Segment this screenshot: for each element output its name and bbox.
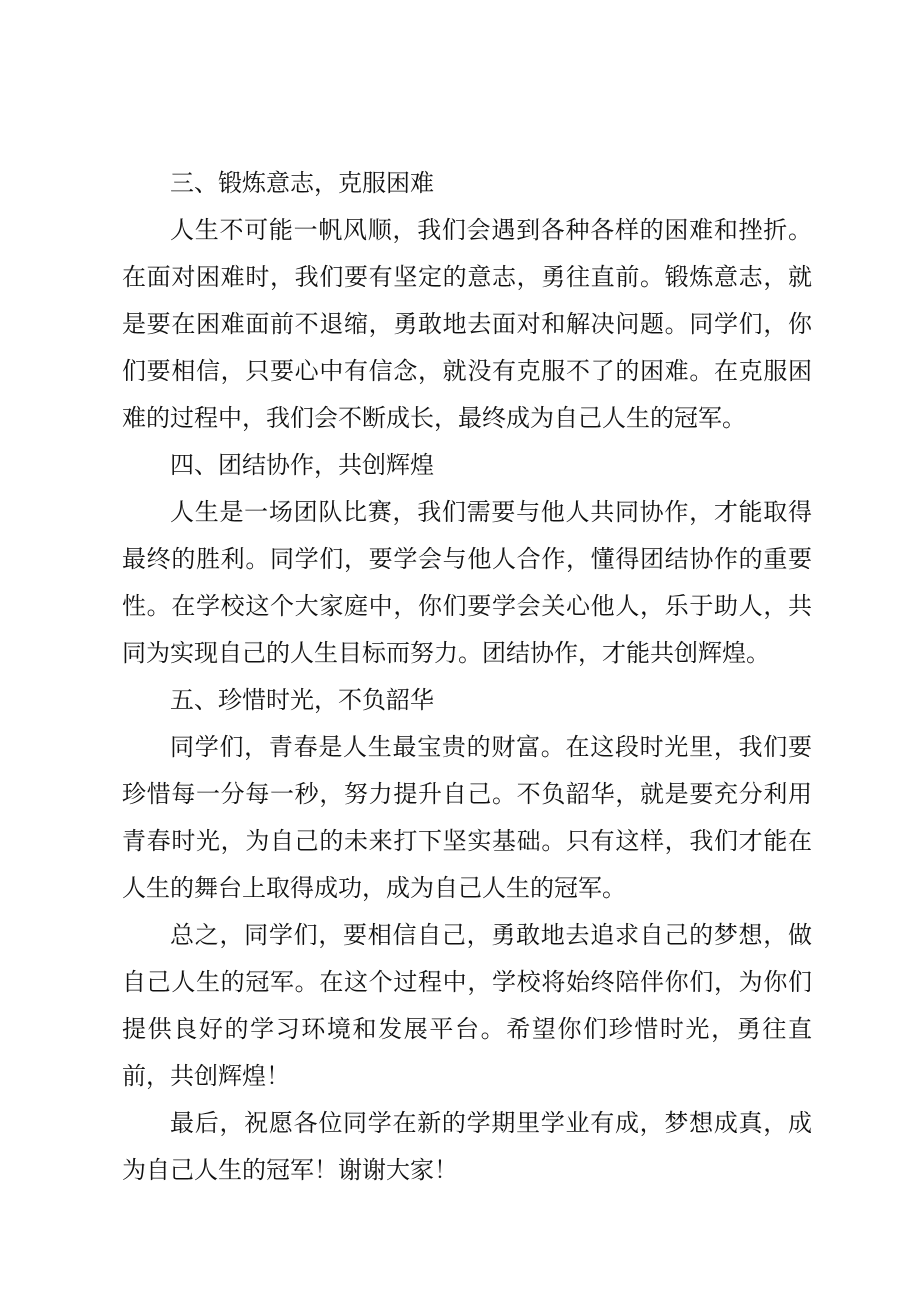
- closing-paragraph: 最后，祝愿各位同学在新的学期里学业有成，梦想成真，成为自己人生的冠军！谢谢大家！: [122, 1109, 812, 1184]
- section-heading-4: 四、团结协作，共创辉煌: [170, 451, 434, 479]
- section-paragraph-4: 人生是一场团队比赛，我们需要与他人共同协作，才能取得最终的胜利。同学们，要学会与他人合作，懂得团结协作的重要性。在学校这个大家庭中，你们要学会关心他人，乐于助人，共同为实现自己的人生目标而努力。团结协作，才能共创辉煌。: [122, 498, 812, 667]
- section-paragraph-5: 同学们，青春是人生最宝贵的财富。在这段时光里，我们要珍惜每一分每一秒，努力提升自己。不负韶华，就是要充分利用青春时光，为自己的未来打下坚实基础。只有这样，我们才能在人生的舞台上取得成功，成为自己人生的冠军。: [122, 733, 812, 902]
- document-body: [122, 160, 812, 1194]
- section-heading-5: 五、珍惜时光，不负韶华: [170, 686, 434, 714]
- conclusion-paragraph: 总之，同学们，要相信自己，勇敢地去追求自己的梦想，做自己人生的冠军。在这个过程中，学校将始终陪伴你们，为你们提供良好的学习环境和发展平台。希望你们珍惜时光，勇往直前，共创辉煌！: [122, 921, 812, 1090]
- section-paragraph-3: 人生不可能一帆风顺，我们会遇到各种各样的困难和挫折。在面对困难时，我们要有坚定的意志，勇往直前。锻炼意志，就是要在困难面前不退缩，勇敢地去面对和解决问题。同学们，你们要相信，只要心中有信念，就没有克服不了的困难。在克服困难的过程中，我们会不断成长，最终成为自己人生的冠军。: [122, 216, 812, 432]
- section-heading-3: 三、锻炼意志，克服困难: [170, 169, 434, 197]
